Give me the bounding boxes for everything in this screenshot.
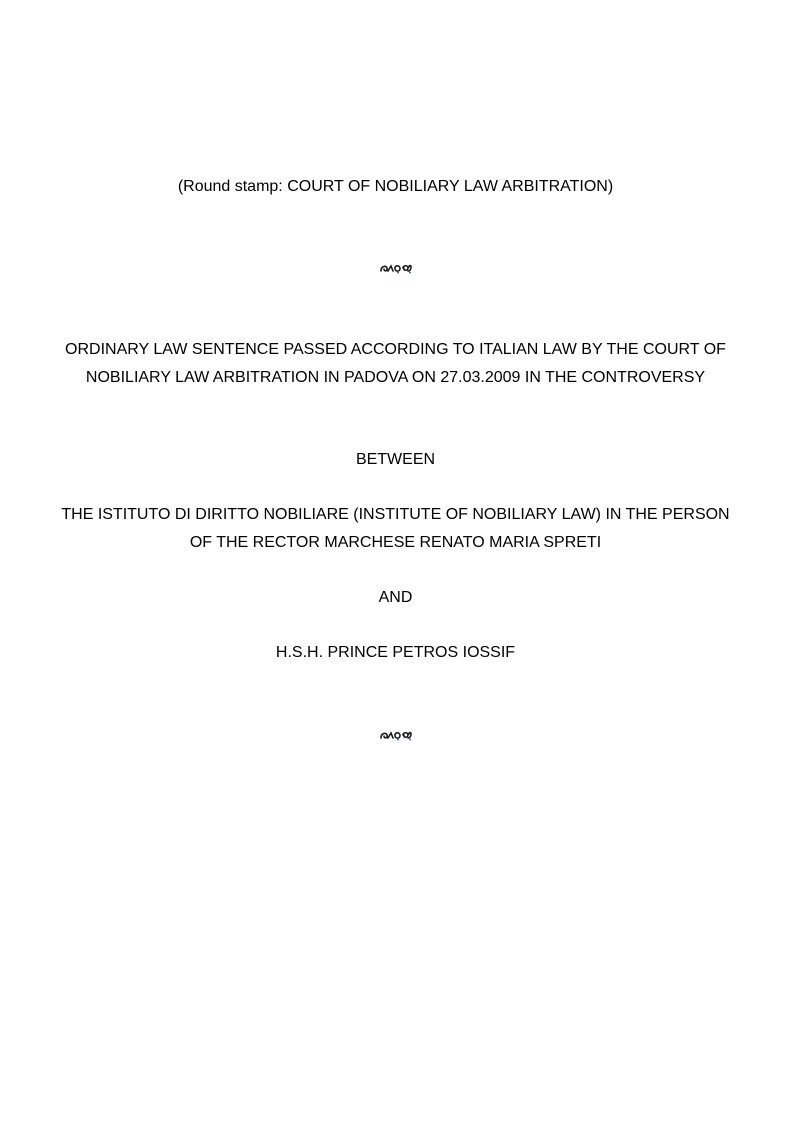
- ornament-divider-icon: [0, 261, 791, 275]
- and-label: AND: [378, 589, 413, 606]
- sentence-heading: ORDINARY LAW SENTENCE PASSED ACCORDING TO ITALIAN LAW BY THE COURT OF NOBILIARY LAW ARBITRATION IN PADOVA ON 27.03.2009 IN THE CONTROVERSY: [65, 341, 726, 386]
- ornament-divider-icon: [0, 728, 791, 742]
- stamp-note: (Round stamp: COURT OF NOBILIARY LAW ARBITRATION): [177, 178, 614, 195]
- party-two: H.S.H. PRINCE PETROS IOSSIF: [275, 644, 516, 661]
- party-one: THE ISTITUTO DI DIRITTO NOBILIARE (INSTITUTE OF NOBILIARY LAW) IN THE PERSON OF THE RECTOR MARCHESE RENATO MARIA SPRETI: [61, 506, 730, 551]
- between-label: BETWEEN: [355, 451, 436, 468]
